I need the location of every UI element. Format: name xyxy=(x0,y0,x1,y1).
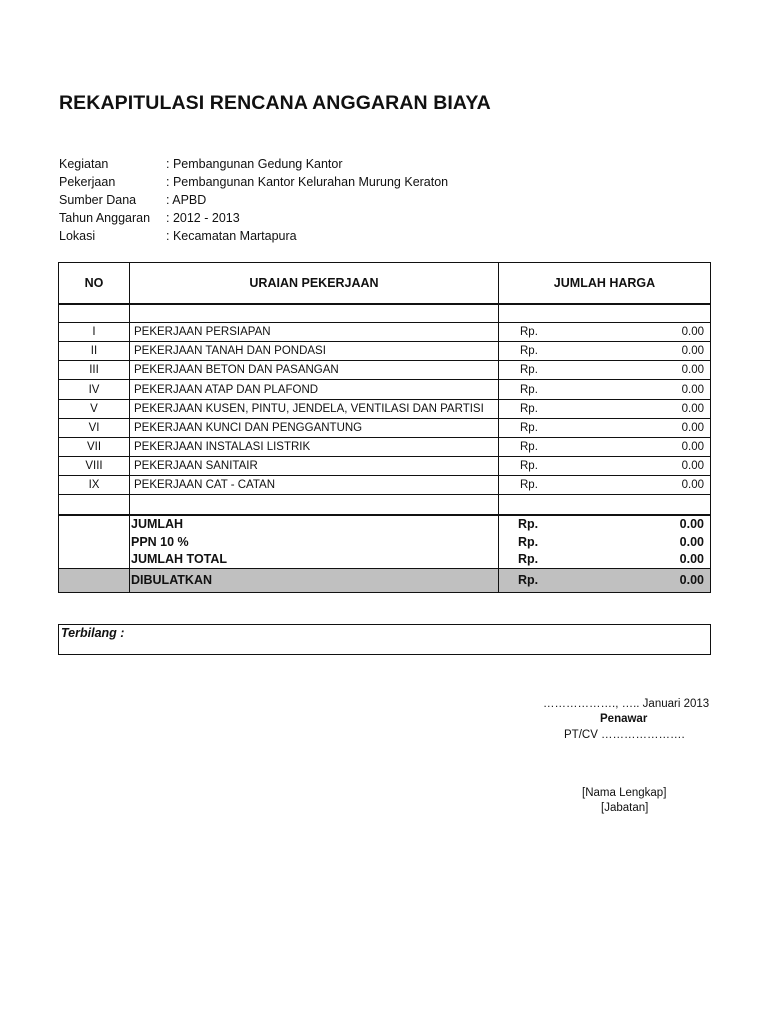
total-amount: 0.00 xyxy=(679,552,704,566)
terbilang-box xyxy=(58,624,711,655)
row-amount: 0.00 xyxy=(681,364,704,376)
table-row xyxy=(59,419,710,437)
table-row xyxy=(59,381,710,399)
row-amount: 0.00 xyxy=(681,479,704,491)
table-row xyxy=(59,400,710,418)
signature-place-date: ………………., ….. Januari 2013 xyxy=(543,698,710,710)
info-value: : APBD xyxy=(166,193,207,207)
total-label: JUMLAH xyxy=(131,517,184,531)
row-description: PEKERJAAN SANITAIR xyxy=(134,460,258,472)
total-amount: 0.00 xyxy=(679,535,704,549)
info-row-lokasi xyxy=(59,227,448,245)
row-no: VI xyxy=(88,422,100,434)
row-amount: 0.00 xyxy=(681,326,704,338)
row-currency: Rp. xyxy=(520,441,538,453)
row-no: V xyxy=(90,403,98,415)
document-title: REKAPITULASI RENCANA ANGGARAN BIAYA xyxy=(59,92,491,114)
signature-name: [Nama Lengkap] xyxy=(582,787,667,799)
row-description: PEKERJAAN INSTALASI LISTRIK xyxy=(134,441,311,453)
row-no: I xyxy=(92,326,96,338)
info-label: Sumber Dana xyxy=(59,193,137,207)
row-amount: 0.00 xyxy=(681,441,704,453)
rounded-currency: Rp. xyxy=(518,573,539,587)
info-row-pekerjaan xyxy=(59,173,448,191)
total-row-jumlah-total xyxy=(59,550,710,568)
terbilang-label: Terbilang : xyxy=(61,626,125,640)
row-currency: Rp. xyxy=(520,422,538,434)
row-amount: 0.00 xyxy=(681,460,704,472)
table-row xyxy=(59,324,710,341)
info-value: : Pembangunan Gedung Kantor xyxy=(166,157,343,171)
info-label: Pekerjaan xyxy=(59,175,116,189)
header-jumlah-harga: JUMLAH HARGA xyxy=(553,276,656,290)
signature-position: [Jabatan] xyxy=(601,802,649,814)
header-uraian: URAIAN PEKERJAAN xyxy=(249,276,379,290)
row-currency: Rp. xyxy=(520,364,538,376)
total-row-ppn xyxy=(59,533,710,551)
total-label: PPN 10 % xyxy=(131,535,189,549)
row-currency: Rp. xyxy=(520,479,538,491)
budget-table xyxy=(58,262,711,593)
rounded-label: DIBULATKAN xyxy=(131,573,213,587)
row-no: VIII xyxy=(85,460,103,472)
total-currency: Rp. xyxy=(518,517,539,531)
row-currency: Rp. xyxy=(520,326,538,338)
total-label: JUMLAH TOTAL xyxy=(131,552,228,566)
row-no: VII xyxy=(86,441,102,453)
header-no: NO xyxy=(84,276,104,290)
info-label: Lokasi xyxy=(59,229,96,243)
total-row-jumlah xyxy=(59,515,710,533)
row-currency: Rp. xyxy=(520,460,538,472)
info-row-tahun-anggaran xyxy=(59,209,448,227)
row-amount: 0.00 xyxy=(681,345,704,357)
row-currency: Rp. xyxy=(520,403,538,415)
row-description: PEKERJAAN BETON DAN PASANGAN xyxy=(134,364,339,376)
row-amount: 0.00 xyxy=(681,422,704,434)
row-divider xyxy=(59,322,710,323)
row-no: III xyxy=(89,364,99,376)
total-currency: Rp. xyxy=(518,535,539,549)
row-currency: Rp. xyxy=(520,345,538,357)
info-row-sumber-dana xyxy=(59,191,448,209)
row-no: IV xyxy=(88,384,100,396)
signature-company: PT/CV …………………. xyxy=(564,729,685,741)
info-value: : Pembangunan Kantor Kelurahan Murung Keraton xyxy=(166,175,449,189)
row-description: PEKERJAAN CAT - CATAN xyxy=(134,479,276,491)
signature-role: Penawar xyxy=(600,713,648,725)
info-value: : 2012 - 2013 xyxy=(166,211,240,225)
row-amount: 0.00 xyxy=(681,403,704,415)
row-description: PEKERJAAN KUSEN, PINTU, JENDELA, VENTILASI DAN PARTISI xyxy=(134,403,484,415)
table-header xyxy=(59,263,710,305)
row-divider xyxy=(59,379,710,380)
info-value: : Kecamatan Martapura xyxy=(166,229,297,243)
row-no: IX xyxy=(88,479,100,491)
project-info xyxy=(59,155,448,245)
info-label: Tahun Anggaran xyxy=(59,211,151,225)
row-description: PEKERJAAN KUNCI DAN PENGGANTUNG xyxy=(134,422,363,434)
row-divider xyxy=(59,360,710,361)
table-row xyxy=(59,476,710,494)
table-row xyxy=(59,362,710,379)
table-row xyxy=(59,343,710,360)
row-currency: Rp. xyxy=(520,384,538,396)
info-label: Kegiatan xyxy=(59,157,109,171)
rounded-total-row xyxy=(59,569,710,592)
row-description: PEKERJAAN TANAH DAN PONDASI xyxy=(134,345,326,357)
row-amount: 0.00 xyxy=(681,384,704,396)
total-amount: 0.00 xyxy=(679,517,704,531)
rounded-amount: 0.00 xyxy=(679,573,704,587)
info-row-kegiatan xyxy=(59,155,448,173)
table-row xyxy=(59,438,710,456)
row-divider xyxy=(59,494,710,495)
row-divider xyxy=(59,341,710,342)
row-description: PEKERJAAN ATAP DAN PLAFOND xyxy=(134,384,319,396)
table-row xyxy=(59,457,710,475)
row-description: PEKERJAAN PERSIAPAN xyxy=(134,326,271,338)
total-currency: Rp. xyxy=(518,552,539,566)
row-no: II xyxy=(90,345,98,357)
